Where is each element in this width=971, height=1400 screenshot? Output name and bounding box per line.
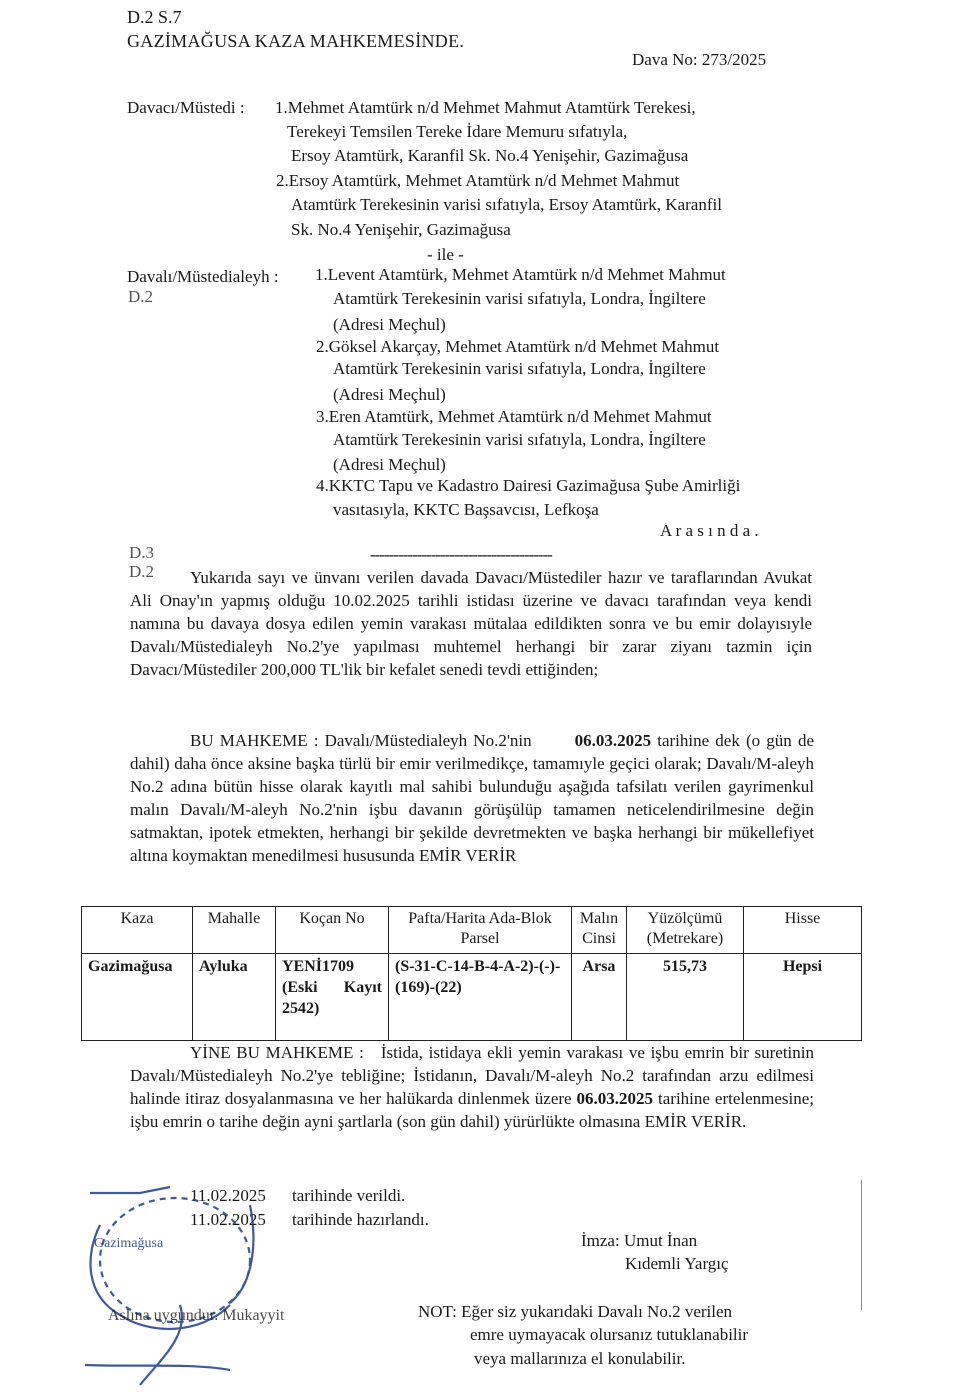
- case-number: Dava No: 273/2025: [632, 50, 767, 69]
- property-table: [81, 906, 862, 1041]
- defendant-line: 4.KKTC Tapu ve Kadastro Dairesi Gazimağusa Şube Amirliği: [316, 476, 741, 495]
- seal-text: Aslına uygundur. Mukayyit: [108, 1307, 285, 1324]
- second-order-date: 06.03.2025: [576, 1089, 654, 1108]
- margin-note: D.2: [129, 562, 155, 581]
- defendant-line: 2.Göksel Akarçay, Mehmet Atamtürk n/d Mehmet Mahmut: [316, 337, 720, 356]
- note-line: veya mallarınıza el konulabilir.: [474, 1349, 686, 1368]
- second-order-text: İstida, istidaya ekli yemin varakası ve işbu emrin bir suretinin Davalı/Müstedialeyh No.2'ye tebliğine; İstidanın, Davalı/M-aleyh No.2 tarafından arzu edilmesi halinde itiraz dosyalanmasına ve her halükarda dinlenmek üzere: [130, 1043, 814, 1108]
- table-row: [82, 954, 862, 1041]
- defendant-line: vasıtasıyla, KKTC Başsavcısı, Lefkoşa: [333, 500, 599, 519]
- margin-note: D.3: [129, 543, 155, 562]
- table-cell: (S-31-C-14-B-4-A-2)-(-)-(169)-(22): [389, 954, 572, 1041]
- second-order-paragraph: [130, 1041, 814, 1133]
- table-cell: YENİ1709 (Eski Kayıt 2542): [276, 954, 389, 1041]
- table-cell: Ayluka: [193, 954, 276, 1041]
- note-line: emre uymayacak olursanız tutuklanabilir: [470, 1325, 749, 1344]
- court-seal-stamp: [80, 1185, 285, 1390]
- defendant-line: 1.Levent Atamtürk, Mehmet Atamtürk n/d Mehmet Mahmut: [315, 265, 726, 284]
- second-order-text-end: tarihine ertelenmesine; işbu emrin o tarihe değin ayni şartlarla (son gün dahil) yürürlükte olmasına EMİR VERİR.: [130, 1089, 815, 1131]
- table-cell: Gazimağusa: [82, 954, 193, 1041]
- ile-separator: - ile -: [427, 245, 464, 264]
- seal-ring: [100, 1198, 250, 1322]
- table-cell: Arsa: [572, 954, 627, 1041]
- table-header: Kaza: [82, 907, 193, 954]
- defendant-line: (Adresi Meçhul): [333, 315, 446, 334]
- plaintiff-line: Ersoy Atamtürk, Karanfil Sk. No.4 Yenişehir, Gazimağusa: [291, 146, 689, 165]
- seal-ring-text: Gazimağusa: [94, 1236, 164, 1251]
- table-cell: 515,73: [627, 954, 744, 1041]
- given-date: 11.02.2025: [190, 1186, 266, 1205]
- plaintiff-line: Atamtürk Terekesinin varisi sıfatıyla, Ersoy Atamtürk, Karanfil: [291, 195, 722, 214]
- plaintiff-label: Davacı/Müstedi :: [127, 98, 245, 117]
- arasinda: A r a s ı n d a .: [660, 521, 759, 540]
- margin-note: D.2: [128, 287, 154, 306]
- order-text: tarihine dek (o gün de dahil) daha önce aksine başka türlü bir emir verilmedikçe, tamamıyle geçici olarak; Davalı/M-aleyh No.2 adına bütün hisse olarak kayıtlı mal sahibi bulunduğu aşağıda tafsilatı verilen gayrimenkul malın Davalı/M-aleyh No.2'nin işbu davanın görüşülüp tamamen neticelendirilmesine değin satmaktan, ipotek etmekten, herhangi bir şekilde devretmekten ve başka herhangi bir mükellefiyet altına koymaktan menedilmesi hususunda EMİR VERİR: [130, 731, 814, 865]
- signature-title: Kıdemli Yargıç: [625, 1254, 729, 1273]
- defendant-line: Atamtürk Terekesinin varisi sıfatıyla, Londra, İngiltere: [333, 289, 706, 308]
- order-lead: BU MAHKEME : Davalı/Müstedialeyh No.2'nin: [190, 731, 532, 750]
- seal-stroke: [90, 1187, 170, 1193]
- defendant-label: Davalı/Müstedialeyh :: [127, 267, 279, 286]
- margin-line: [861, 1180, 862, 1310]
- table-header: Yüzölçümü (Metrekare): [627, 907, 744, 954]
- table-header: Koçan No: [276, 907, 389, 954]
- table-header: Hisse: [744, 907, 862, 954]
- plaintiff-line: 2.Ersoy Atamtürk, Mehmet Atamtürk n/d Mehmet Mahmut: [276, 171, 680, 190]
- order-paragraph: [130, 729, 814, 867]
- defendant-line: 3.Eren Atamtürk, Mehmet Atamtürk n/d Mehmet Mahmut: [316, 407, 712, 426]
- note-line: NOT: Eğer siz yukarıdaki Davalı No.2 verilen: [418, 1302, 733, 1321]
- preamble-paragraph: Yukarıda sayı ve ünvanı verilen davada Davacı/Müstediler hazır ve taraflarından Avukat Ali Onay'ın yapmış olduğu 10.02.2025 tarihli istidası üzerine ve davacı tarafından veya kendi namına bu davaya dosya edilen yemin varakası mütalaa edildikten sonra ve bu emir dolayısıyle Davalı/Müstedialeyh No.2'ye yapılması muhtemel herhangi bir zarar ziyanı tazmin için Davacı/Müstediler 200,000 TL'lik bir kefalet senedi tevdi ettiğinden;: [130, 568, 812, 679]
- separator-line: ---------------------------------------: [370, 545, 552, 564]
- given-date-label: tarihinde verildi.: [292, 1186, 406, 1205]
- table-header-row: [82, 907, 862, 954]
- court-title: GAZİMAĞUSA KAZA MAHKEMESİNDE.: [127, 31, 465, 51]
- plaintiff-line: 1.Mehmet Atamtürk n/d Mehmet Mahmut Atamtürk Terekesi,: [275, 98, 696, 117]
- defendant-line: (Adresi Meçhul): [333, 385, 446, 404]
- plaintiff-line: Terekeyi Temsilen Tereke İdare Memuru sıfatıyla,: [287, 122, 628, 141]
- order-date: 06.03.2025: [574, 731, 652, 750]
- document-codes: D.2 S.7: [127, 7, 182, 27]
- table-header: Malın Cinsi: [572, 907, 627, 954]
- defendant-line: Atamtürk Terekesinin varisi sıfatıyla, Londra, İngiltere: [333, 359, 706, 378]
- signature-name: İmza: Umut İnan: [581, 1231, 698, 1250]
- table-header: Pafta/Harita Ada-Blok Parsel: [389, 907, 572, 954]
- table-cell: Hepsi: [744, 954, 862, 1041]
- table-header: Mahalle: [193, 907, 276, 954]
- second-order-lead: YİNE BU MAHKEME :: [190, 1043, 364, 1062]
- defendant-line: Atamtürk Terekesinin varisi sıfatıyla, Londra, İngiltere: [333, 430, 706, 449]
- prepared-date: 11.02.2025: [190, 1210, 266, 1229]
- prepared-date-label: tarihinde hazırlandı.: [292, 1210, 429, 1229]
- plaintiff-line: Sk. No.4 Yenişehir, Gazimağusa: [291, 220, 511, 239]
- defendant-line: (Adresi Meçhul): [333, 455, 446, 474]
